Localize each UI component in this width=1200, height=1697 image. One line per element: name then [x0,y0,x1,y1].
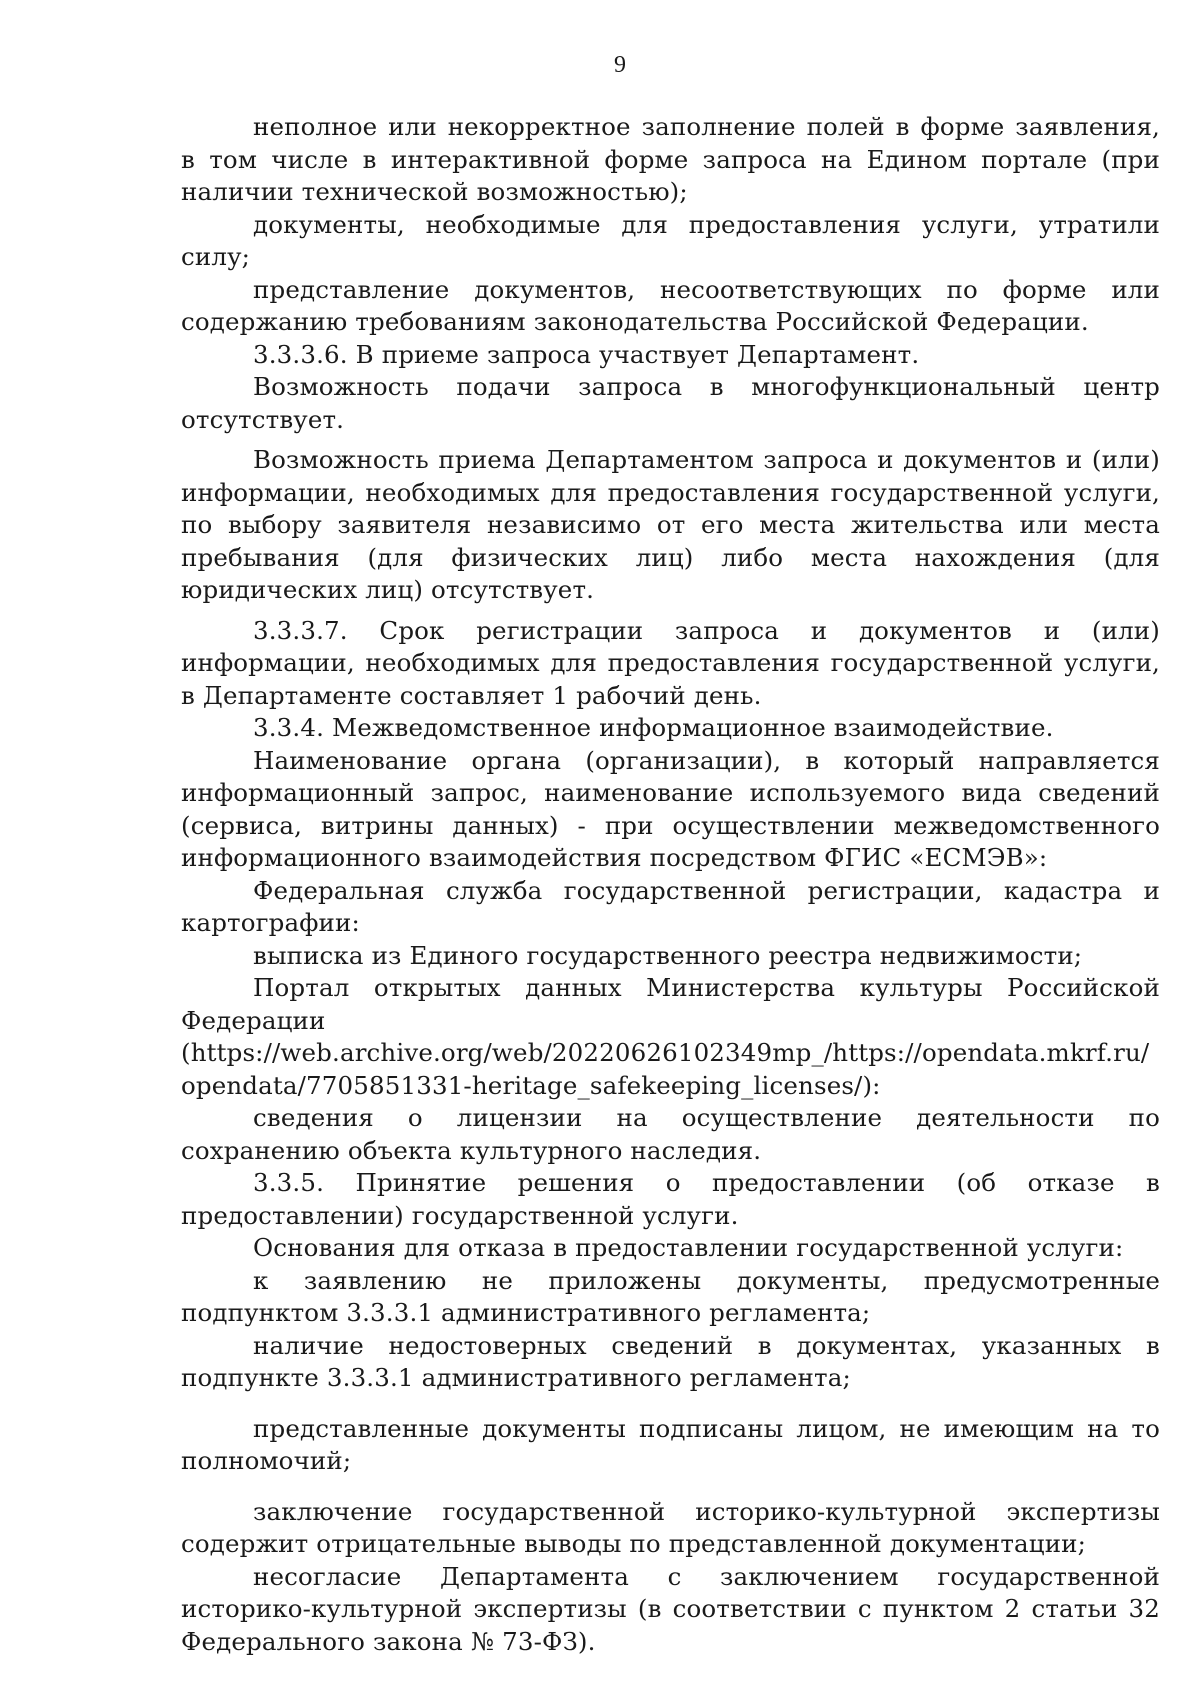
paragraph: представление документов, несоответствующих по форме или содержанию требованиям законодательства Российской Федерации. [181,274,1160,336]
paragraph: представленные документы подписаны лицом, не имеющим на то полномочий; [181,1413,1160,1475]
paragraph: неполное или некорректное заполнение полей в форме заявления, в том числе в интерактивной форме запроса на Едином портале (при наличии технической возможностью); [181,112,1160,206]
paragraph: документы, необходимые для предоставления услуги, утратили силу; [181,209,1160,271]
paragraph: Основания для отказа в предоставлении государственной услуги: [253,1233,1124,1262]
paragraph: 3.3.4. Межведомственное информационное взаимодействие. [253,713,1054,742]
paragraph: наличие недостоверных сведений в документах, указанных в подпункте 3.3.3.1 административного регламента; [181,1330,1160,1392]
paragraph: заключение государственной историко-культурной экспертизы содержит отрицательные выводы по представленной документации; [181,1496,1160,1558]
document-body [181,111,1160,1658]
paragraph: к заявлению не приложены документы, предусмотренные подпунктом 3.3.3.1 административного регламента; [181,1265,1160,1327]
paragraph: Возможность подачи запроса в многофункциональный центр отсутствует. [181,372,1160,434]
paragraph: сведения о лицензии на осуществление деятельности по сохранению объекта культурного наследия. [181,1103,1160,1165]
paragraph: Возможность приема Департаментом запроса и документов и (или) информации, необходимых для предоставления государственной услуги, по выбору заявителя независимо от его места жительства или места пребывания (для физических лиц) либо места нахождения (для юридических лиц) отсутствует. [181,445,1160,604]
paragraph: 3.3.3.7. Срок регистрации запроса и документов и (или) информации, необходимых для предоставления государственной услуги, в Департаменте составляет 1 рабочий день. [181,615,1160,710]
paragraph: 3.3.5. Принятие решения о предоставлении (об отказе в предоставлении) государственной услуги. [181,1168,1160,1230]
paragraph: Федеральная служба государственной регистрации, кадастра и картографии: [181,875,1160,937]
paragraph: 3.3.3.6. В приеме запроса участвует Департамент. [253,339,920,369]
paragraph: Портал открытых данных Министерства культуры Российской Федерации (https://web.archive.org/web/20220626102349mp_/https://opendata.mkrf.ru/ opendata/7705851331-heritage_safekeeping_licenses/): [181,973,1160,1100]
paragraph: выписка из Единого государственного реестра недвижимости; [253,940,1083,970]
paragraph: Наименование органа (организации), в который направляется информационный запрос, наименование используемого вида сведений (сервиса, витрины данных) - при осуществлении межведомственного информационного взаимодействия посредством ФГИС «ЕСМЭВ»: [181,745,1160,872]
page-number: 9 [614,52,626,78]
paragraph: несогласие Департамента с заключением государственной историко-культурной экспертизы (в соответствии с пунктом 2 статьи 32 Федерального закона № 73-ФЗ). [181,1561,1160,1656]
